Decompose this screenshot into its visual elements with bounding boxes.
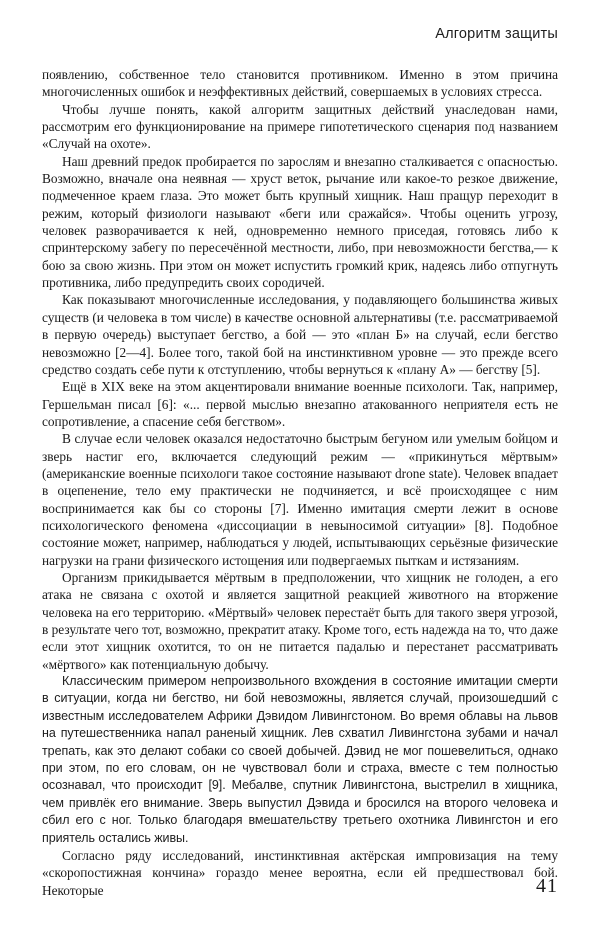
paragraph: появлению, собственное тело становится противником. Именно в этом причина многочисленных ошибок и неэффективных действий, совершаемых в условиях стресса. bbox=[42, 67, 558, 100]
paragraph-sans-livingstone: Классическим примером непроизвольного вхождения в состояние имитации смерти в ситуации, когда ни бегство, ни бой невозможны, является случай, произошедший с известным исследователем Африки Дэвидом Ливингстоном. Во время облавы на львов на путешественника напал раненый хищник. Лев схватил Ливингстона зубами и начал трепать, как это делают собаки со своей добычей. Дэвид не мог пошевелиться, однако при этом, по его словам, он не чувствовал боли и страха, вместе с тем полностью осознавал, что происходит [9]. Мебалве, спутник Ливингстона, выстрелил в хищника, чем привлёк его внимание. Зверь выпустил Дэвида и бросился на второго человека и сбил его с ног. Только благодаря вмешательству третьего охотника Ливингстон и его приятель остались живы. bbox=[42, 674, 558, 845]
paragraph: Наш древний предок пробирается по зарослям и внезапно сталкивается с опасностью. Возможно, вначале она неявная — хруст веток, рычание или какое-то резкое движение, подмеченное краем глаза. Это может быть крупный хищник. Наш пращур переходит в режим, который физиологи называют «беги или сражайся». Чтобы оценить угрозу, человек разворачивается к ней, одновременно немного приседая, готовясь либо к спринтерскому забегу по пересечённой местности, либо, при невозможности бегства,— к бою за свою жизнь. При этом он может испустить громкий крик, надеясь либо отпугнуть противника, либо предупредить своих сородичей. bbox=[42, 153, 558, 291]
paragraph: В случае если человек оказался недостаточно быстрым бегуном или умелым бойцом и зверь настиг его, включается следующий режим — «прикинуться мёртвым» (американские военные психологи такое состояние называют drone state). Человек впадает в оцепенение, тело ему практически не подчиняется, и всё происходящее с ним воспринимается как бы со стороны [7]. Именно имитация смерти лежит в основе психологического феномена «диссоциации в невыносимой ситуации» [8]. Подобное состояние может, например, наблюдаться у людей, испытывающих серьёзные физические нагрузки на грани физического истощения или подвергаемых пыткам и истязаниям. bbox=[42, 431, 558, 568]
paragraph: Организм прикидывается мёртвым в предположении, что хищник не голоден, а его атака не связана с охотой и является защитной реакцией животного на вторжение человека на его территорию. «Мёртвый» человек перестаёт быть для такого зверя угрозой, в результате чего тот, возможно, прекратит атаку. Кроме того, есть надежда на то, что даже если этот хищник охотится, то он не питается падалью и перестанет рассматривать «мёртвого» как потенциальную добычу. bbox=[42, 569, 558, 672]
page-number: 41 bbox=[536, 875, 558, 897]
text-column bbox=[42, 66, 558, 899]
paragraph: Согласно ряду исследований, инстинктивная актёрская импровизация на тему «скоропостижная кончина» гораздо менее вероятна, если ей предшествовал бой. Некоторые bbox=[42, 848, 558, 898]
paragraph: Чтобы лучше понять, какой алгоритм защитных действий унаследован нами, рассмотрим его функционирование на примере гипотетического сценария под названием «Случай на охоте». bbox=[42, 101, 558, 152]
running-head: Алгоритм защиты bbox=[435, 26, 558, 42]
paragraph: Ещё в XIX веке на этом акцентировали внимание военные психологи. Так, например, Гершельман писал [6]: «... первой мыслью внезапно атакованного неприятеля есть не сопротивление, а спасение себя бегством». bbox=[42, 379, 558, 429]
paragraph: Как показывают многочисленные исследования, у подавляющего большинства живых существ (и человека в том числе) в качестве основной альтернативы (т.е. рассматриваемой в первую очередь) выступает бегство, а бой — это «план Б» на случай, если бегство невозможно [2—4]. Более того, такой бой на инстинктивном уровне — это прежде всего средство создать себе пути к отступлению, чтобы вернуться к «плану А» — бегству [5]. bbox=[42, 292, 558, 377]
